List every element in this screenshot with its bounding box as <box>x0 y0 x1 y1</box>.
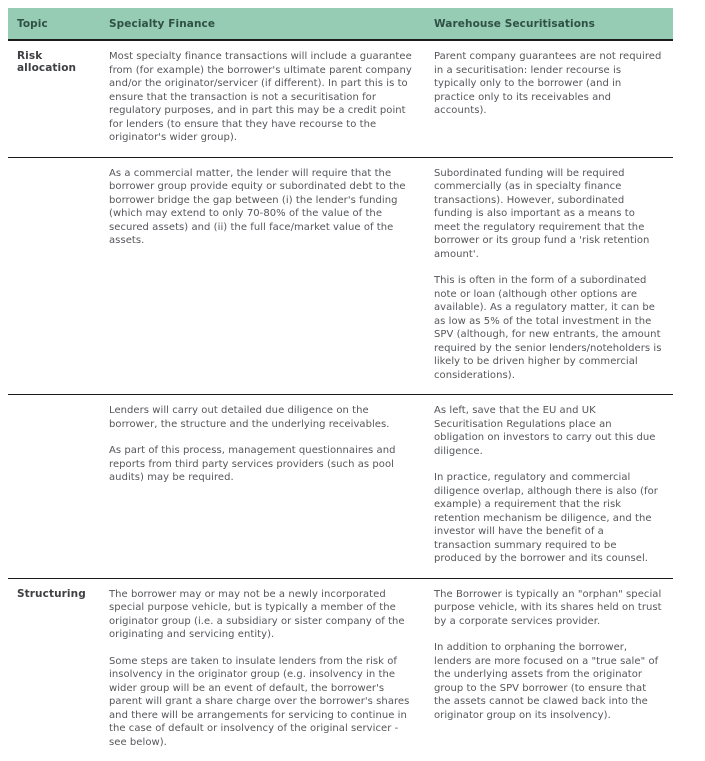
paragraph: Some steps are taken to insulate lenders from the risk of insolvency in the originator group (e.g. insolvency in the wider group will be an event of default, the borrower's parent will grant a share charge over the borrower's shares and there will be arrangements for servicing to continue in the case of default or insolvency of the original servicer - see below). <box>109 655 415 750</box>
header-cell-specialty-finance: Specialty Finance <box>100 18 425 30</box>
table-row <box>8 394 673 578</box>
comparison-table <box>8 8 673 761</box>
header-cell-warehouse-securitisations: Warehouse Securitisations <box>425 18 673 30</box>
paragraph: Lenders will carry out detailed due diligence on the borrower, the structure and the underlying receivables. <box>109 404 415 431</box>
specialty-finance-cell <box>100 41 425 157</box>
specialty-finance-cell <box>100 395 425 578</box>
paragraph: As part of this process, management questionnaires and reports from third party services providers (such as pool audits) may be required. <box>109 444 415 485</box>
paragraph: In practice, regulatory and commercial diligence overlap, although there is also (for example) a requirement that the risk retention mechanism be diligence, and the investor will have the benefit of a transaction summary required to be produced by the borrower and its counsel. <box>434 471 663 566</box>
paragraph: Parent company guarantees are not required in a securitisation: lender recourse is typically only to the borrower (and in practice only to its receivables and accounts). <box>434 50 663 118</box>
topic-label <box>8 395 100 578</box>
specialty-finance-cell <box>100 158 425 395</box>
specialty-finance-cell <box>100 579 425 761</box>
warehouse-securitisations-cell <box>425 395 673 578</box>
topic-label: Risk allocation <box>8 41 100 157</box>
topic-label <box>8 158 100 395</box>
paragraph: The borrower may or may not be a newly incorporated special purpose vehicle, but is typically a member of the originator group (i.e. a subsidiary or sister company of the originating and servicing entity). <box>109 588 415 642</box>
table-row <box>8 157 673 395</box>
paragraph: As left, save that the EU and UK Securitisation Regulations place an obligation on investors to carry out this due diligence. <box>434 404 663 458</box>
paragraph: The Borrower is typically an "orphan" special purpose vehicle, with its shares held on trust by a corporate services provider. <box>434 588 663 629</box>
paragraph: Subordinated funding will be required commercially (as in specialty finance transactions). However, subordinated funding is also important as a means to meet the regulatory requirement that the borrower or its group fund a 'risk retention amount'. <box>434 167 663 262</box>
warehouse-securitisations-cell <box>425 158 673 395</box>
table-row <box>8 41 673 157</box>
paragraph: In addition to orphaning the borrower, lenders are more focused on a "true sale" of the underlying assets from the originator group to the SPV borrower (to ensure that the assets cannot be clawed back into the originator group on its insolvency). <box>434 641 663 722</box>
paragraph: This is often in the form of a subordinated note or loan (although other options are available). As a regulatory matter, it can be as low as 5% of the total investment in the SPV (although, for new entrants, the amount required by the senior lenders/noteholders is likely to be driven higher by commercial considerations). <box>434 274 663 382</box>
topic-label: Structuring <box>8 579 100 761</box>
table-row <box>8 578 673 761</box>
paragraph: Most specialty finance transactions will include a guarantee from (for example) the borrower's ultimate parent company and/or the originator/servicer (if different). In part this is to ensure that the transaction is not a securitisation for regulatory purposes, and in part this may be a credit point for lenders (to ensure that they have recourse to the originator's wider group). <box>109 50 415 145</box>
warehouse-securitisations-cell <box>425 579 673 761</box>
header-cell-topic: Topic <box>8 18 100 30</box>
table-header-row <box>8 8 673 41</box>
paragraph: As a commercial matter, the lender will require that the borrower group provide equity or subordinated debt to the borrower bridge the gap between (i) the lender's funding (which may extend to only 70-80% of the value of the secured assets) and (ii) the full face/market value of the assets. <box>109 167 415 248</box>
warehouse-securitisations-cell <box>425 41 673 157</box>
